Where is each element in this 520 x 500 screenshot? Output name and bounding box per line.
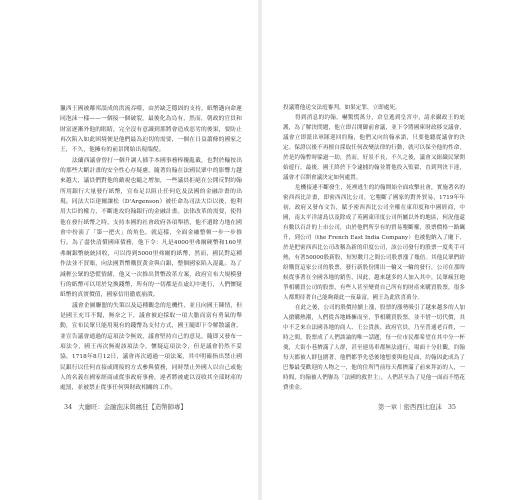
right-paragraph-2: 得到消息的約翰，嚇驚慌萬分，倉皇逃到皇宮中，請求攝政王的庇護，為了解決問題，他立即召開御前會議，並下令將國庫財政移交議會，議會立即派出軍隊迎回約翰，他們又向約翰承諾，只要他聽從議會的決定、保證以後不再擅自採取任何改變法律的行動，就可以保全他的性命，於是約翰暫時躲過一劫，然而，好景不長，不久之後，議會又組織民眾開始遊行，最後，國王終於下令逮捕約翰並將他投入監獄，直到判決下達，議會才召開會議決定如何處置。 [283,114,465,181]
left-page-footer [60,402,187,411]
right-page-footer [378,402,460,411]
right-page [260,0,520,500]
left-paragraph-1: 獵西王國被鄰邦誤成的洪流吞噬，由於缺乏穩固的支持，紙幣邁向命運同泡沫一樣——一個接一個破裂，最後化為烏有，然而，朝政的官員和財富逐漸外他的眼睛，完全沒有意識到那將會造成惡劣的後果，要防止再次陷入如此困境便是他們最為迫切的需要，一個在日益蕭條的國家之王，不久，他擁有的前景開始出現端倪。 [60,106,242,154]
right-running-head: 第一章｜密西西比泡沫 [377,403,442,411]
right-paragraph-4: 在此之後，公司的股價持續上漲，股票的漲勢吸引了越來越多的人加入搶購熱潮，人們從各地蜂擁而至，爭相購買股票，並不惜一切代價，其中不乏來自法國各地的商人、王公貴族、政府官員，乃至普通老百姓，一時之間，股票成了人們談論的唯一話題，每一位市民都希望在其中分一杯羹，大街小巷擠滿了人群，甚至連馬車都無法通行，場面十分壯觀，約翰每天都被人群包圍著，他們都爭先恐後地想要與他見面，約翰因此成為了巴黎最受歡迎的人物之一，他的住所門前每天都擠滿了前來拜訪的人，一時間，約翰被人們譽為「法國的救世主」，人們甚至為了見他一面而不惜花費重金。 [283,304,465,391]
left-page-number: 34 [64,403,73,411]
left-paragraph-3: 議會企圖聯盟的失策以及這種觀念的危機性，並且向國王陳情，但是國王充耳不聞，無奈之下，議會被迫採取一項大膽而富有勇氣的舉動，宣布民眾只能用現有的錢幣為支付方式，國王隨即下令解散議會，並宣告議會通過的這項法令無效，議會堅持自己的意見，隨即又發布一項法令，國王再次無視該項法令，懷疑這項法令，但是議會仍然不妥協，1718年8月12日，議會再次通過一項法案，其中明確指出禁止國民銀行以任何直接或間接的方式參與債務，同時禁止外國人以自己或他人的名義在國家經商或從事政府事務，違者將被處以沒收其全部財產的處罰，並被禁止從事任何與財政相關的工作。 [60,302,242,392]
right-paragraph-1: 投議將他送交法庭審判，如果定罪，立即處死。 [283,105,401,111]
right-page-number: 35 [447,403,456,411]
left-page-body [60,104,242,394]
left-running-head: 大廳旺：金融泡沫與瘋狂【造幣師專】 [78,403,187,411]
right-paragraph-3: 危機接連不斷發生，死裡逃生的約翰開始全面攻擊社會，實施著名的密西西比計畫，即密西西比公司，它壟斷了國家的對外貿易，1719年年初，政府又發布文告，賦予密西西比公司全權在東印度和中國經商，中國，南太平洋諸島以及除成了英國東印度公司所屬以外的地區，何況他還有數以百計的上市公司，由於他們所享有的貿易壟斷權，股票價格一路飆升，到公司（the French East India Company）也被他納入了麾下，於是把密西西比公司改稱為新的印度公司，該公司發行的股票一度炙手可熱，有著50000股新股，短短數月之間公司股票漲了幾倍。其他民眾們紛紛購買這家公司的股票，發行新股份開出一輪又一輪的發行，公司在那時候從事著在全國各地的銷售，因此，越來越多的人加入其中，民眾瘋狂地爭相購買公司的股票，有些人甚至變賣自己所有的財產來購買股票，很多人都期待著自己能夠藉此一夜暴富，國王為此欣喜萬分。 [283,184,465,301]
left-paragraph-2: 法蘭西議會曾打一個升調人插手本國事務棒擾亂截，也對於輸按出的那些大斷計畫的安全性心存疑慮，隨著約翰在法國民眾中的影響力越來越大，議員們對他的敵視也隨之增加，一些議員拒絕在公開反對約翰所用銀行大量發行紙幣，宣布足以阻止任何危及法國的金融計畫的出現。同法大臣達爾讓松（D'Argenson）被任命為司法大臣以後，他利用大臣的權力，不斷進攻約翰銀行的金融計畫。法律改革的需要，使得他在發行紙幣之時，支持本國的社會政府各項舉措，他不遺餘力地在國會中扮演了「第一把火」的角色，就這樣，全面金融整頓一步一步推行。為了盡快清償國庫債務，他下令：凡是4000里弗爾硬幣和160里弗爾銀幣統統回收，可以得到5000里弗爾的紙幣，然而，國民對這種作法並不買賬，向法國貨幣購買黃金與白銀，整個國家陷入混亂。為了減輕公眾的恐慌情緒，他又一次推出貨幣改革方案，政府宣布大規模發行的紙幣可以用於兌換錢幣，所有的一切都是在虛幻中進行，人們懷疑紙幣的真實價值，國家信用徹底崩潰。 [60,157,242,299]
right-page-body [283,104,465,394]
